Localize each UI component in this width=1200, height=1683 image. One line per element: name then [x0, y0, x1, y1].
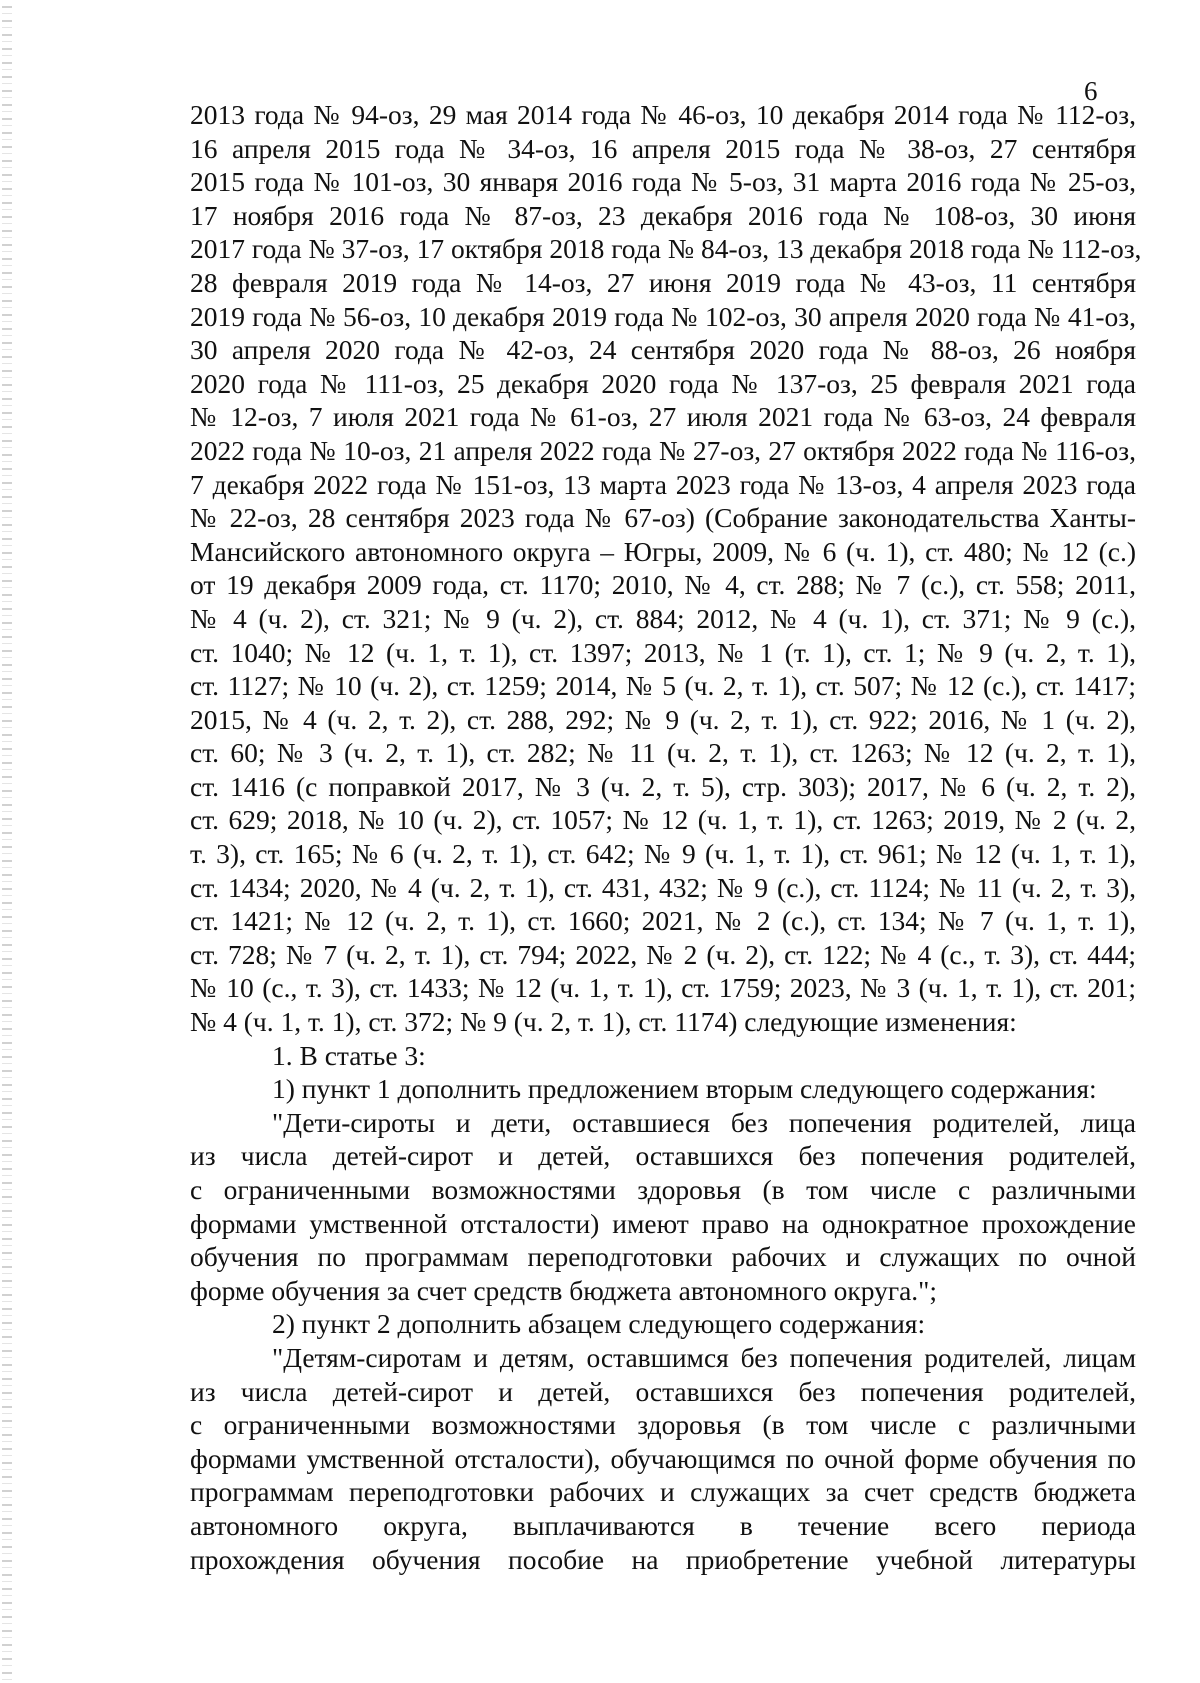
text-line: формами умственной отсталости), обучающимся по очной форме обучения по [190, 1442, 1136, 1474]
text-line: 2015, № 4 (ч. 2, т. 2), ст. 288, 292; № 9 (ч. 2, т. 1), ст. 922; 2016, № 1 (ч. 2), [190, 703, 1136, 735]
text-line: 28 февраля 2019 года № 14-оз, 27 июня 2019 года № 43-оз, 11 сентября [190, 266, 1136, 298]
text-line: с ограниченными возможностями здоровья (в том числе с различными [190, 1174, 1136, 1205]
text-line: ст. 1421; № 12 (ч. 2, т. 1), ст. 1660; 2021, № 2 (с.), ст. 134; № 7 (ч. 1, т. 1), [190, 905, 1136, 937]
text-line: Мансийского автономного округа – Югры, 2009, № 6 (ч. 1), ст. 480; № 12 (с.) [190, 535, 1136, 567]
text-line: № 4 (ч. 1, т. 1), ст. 372; № 9 (ч. 2, т. 1), ст. 1174) следующие изменения: [190, 1006, 1017, 1038]
text-line: 2020 года № 111-оз, 25 декабря 2020 года № 137-оз, 25 февраля 2021 года [190, 367, 1136, 399]
text-line: программам переподготовки рабочих и служащих за счет средств бюджета [190, 1476, 1136, 1508]
scan-edge-artifact [2, 0, 12, 1683]
text-line: от 19 декабря 2009 года, ст. 1170; 2010, № 4, ст. 288; № 7 (с.), ст. 558; 2011, [190, 569, 1136, 601]
text-line: 7 декабря 2022 года № 151-оз, 13 марта 2023 года № 13-оз, 4 апреля 2023 года [190, 468, 1136, 500]
text-line: формами умственной отсталости) имеют право на однократное прохождение [190, 1207, 1136, 1239]
text-line: из числа детей-сирот и детей, оставшихся без попечения родителей, [190, 1140, 1136, 1172]
text-line: 2) пункт 2 дополнить абзацем следующего содержания: [272, 1308, 926, 1340]
text-line: т. 3), ст. 165; № 6 (ч. 2, т. 1), ст. 642; № 9 (ч. 1, т. 1), ст. 961; № 12 (ч. 1, т. 1), [190, 838, 1136, 870]
text-line: с ограниченными возможностями здоровья (в том числе с различными [190, 1409, 1136, 1441]
text-line: 2015 года № 101-оз, 30 января 2016 года № 5-оз, 31 марта 2016 года № 25-оз, [190, 166, 1136, 198]
text-line: 2019 года № 56-оз, 10 декабря 2019 года № 102-оз, 30 апреля 2020 года № 41-оз, [190, 300, 1136, 332]
text-line: 17 ноября 2016 года № 87-оз, 23 декабря 2016 года № 108-оз, 30 июня [190, 199, 1136, 231]
text-line: 16 апреля 2015 года № 34-оз, 16 апреля 2015 года № 38-оз, 27 сентября [190, 132, 1136, 164]
text-line: из числа детей-сирот и детей, оставшихся без попечения родителей, [190, 1375, 1136, 1407]
text-line: обучения по программам переподготовки рабочих и служащих по очной [190, 1241, 1136, 1273]
text-line: ст. 1434; 2020, № 4 (ч. 2, т. 1), ст. 431, 432; № 9 (с.), ст. 1124; № 11 (ч. 2, т. 3), [190, 871, 1136, 903]
text-line: № 12-оз, 7 июля 2021 года № 61-оз, 27 июля 2021 года № 63-оз, 24 февраля [190, 401, 1136, 433]
page-number: 6 [1084, 76, 1098, 106]
document-body [190, 98, 1142, 1576]
text-line: "Дети-сироты и дети, оставшиеся без попечения родителей, лица [272, 1106, 1136, 1138]
text-line: ст. 1127; № 10 (ч. 2), ст. 1259; 2014, № 5 (ч. 2, т. 1), ст. 507; № 12 (с.), ст. 1417; [190, 670, 1136, 702]
text-line: 2013 года № 94-оз, 29 мая 2014 года № 46-оз, 10 декабря 2014 года № 112-оз, [190, 99, 1136, 130]
text-line: № 10 (с., т. 3), ст. 1433; № 12 (ч. 1, т. 1), ст. 1759; 2023, № 3 (ч. 1, т. 1), ст. 201; [190, 972, 1136, 1004]
text-line: ст. 629; 2018, № 10 (ч. 2), ст. 1057; № 12 (ч. 1, т. 1), ст. 1263; 2019, № 2 (ч. 2, [190, 804, 1136, 836]
text-line: 2017 года № 37-оз, 17 октября 2018 года № 84-оз, 13 декабря 2018 года № 112-оз, [190, 233, 1142, 265]
text-line: 30 апреля 2020 года № 42-оз, 24 сентября 2020 года № 88-оз, 26 ноября [190, 334, 1136, 366]
text-line: № 4 (ч. 2), ст. 321; № 9 (ч. 2), ст. 884; 2012, № 4 (ч. 1), ст. 371; № 9 (с.), [190, 602, 1136, 634]
text-line: автономного округа, выплачиваются в течение всего периода [190, 1509, 1136, 1541]
text-line: 1. В статье 3: [272, 1039, 426, 1071]
text-line: ст. 1416 (с поправкой 2017, № 3 (ч. 2, т. 5), стр. 303); 2017, № 6 (ч. 2, т. 2), [190, 770, 1136, 802]
text-line: прохождения обучения пособие на приобретение учебной литературы [190, 1543, 1136, 1575]
text-line: ст. 1040; № 12 (ч. 1, т. 1), ст. 1397; 2013, № 1 (т. 1), ст. 1; № 9 (ч. 2, т. 1), [190, 636, 1136, 668]
text-line: № 22-оз, 28 сентября 2023 года № 67-оз) (Собрание законодательства Ханты- [190, 502, 1136, 534]
text-line: 2022 года № 10-оз, 21 апреля 2022 года № 27-оз, 27 октября 2022 года № 116-оз, [190, 434, 1136, 466]
text-line: "Детям-сиротам и детям, оставшимся без попечения родителей, лицам [272, 1341, 1136, 1373]
text-line: 1) пункт 1 дополнить предложением вторым следующего содержания: [272, 1073, 1097, 1105]
text-line: ст. 728; № 7 (ч. 2, т. 1), ст. 794; 2022, № 2 (ч. 2), ст. 122; № 4 (с., т. 3), ст. 444; [190, 938, 1136, 970]
text-line: ст. 60; № 3 (ч. 2, т. 1), ст. 282; № 11 (ч. 2, т. 1), ст. 1263; № 12 (ч. 2, т. 1), [190, 737, 1136, 769]
text-line: форме обучения за счет средств бюджета автономного округа."; [190, 1274, 938, 1306]
